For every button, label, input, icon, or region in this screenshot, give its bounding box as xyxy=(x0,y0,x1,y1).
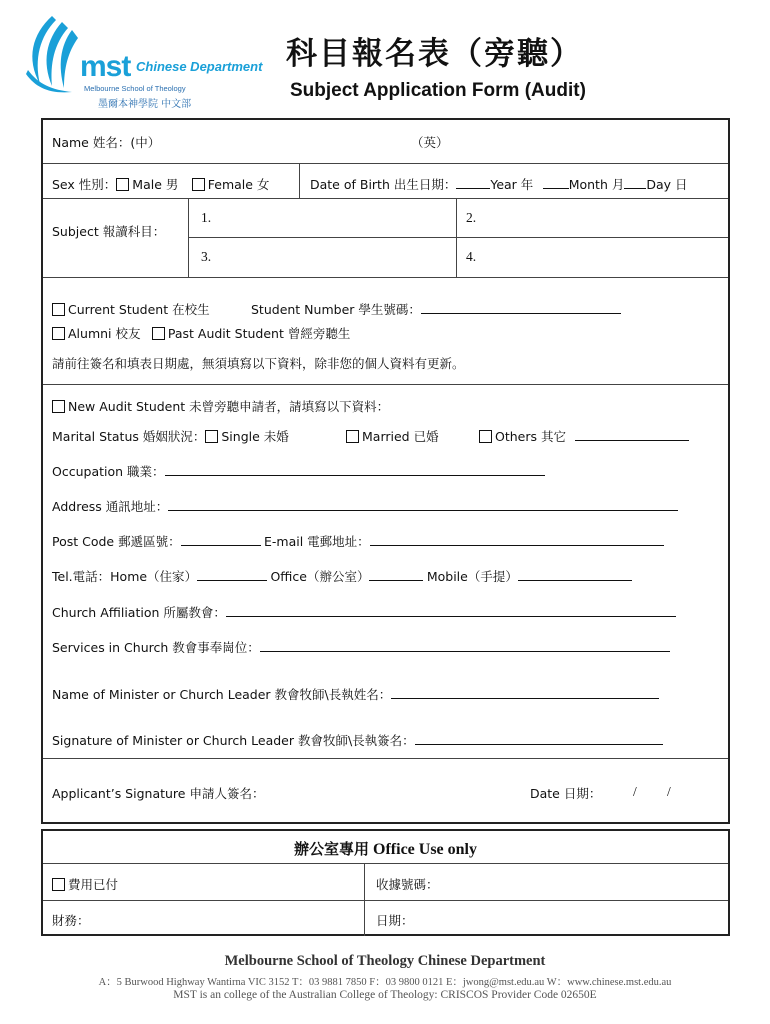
postcode-field[interactable] xyxy=(181,533,261,546)
receipt-label: 收據號碼： xyxy=(376,877,439,892)
logo-mst-text: mst xyxy=(80,50,131,83)
student-number-row xyxy=(251,300,621,318)
minister-sig-field[interactable] xyxy=(415,732,663,745)
past-audit-checkbox[interactable] xyxy=(152,327,165,340)
email-field[interactable] xyxy=(370,533,664,546)
new-audit-checkbox[interactable] xyxy=(52,400,65,413)
occupation-label: Occupation 職業： xyxy=(52,464,165,479)
male-checkbox[interactable] xyxy=(116,178,129,191)
tel-office-field[interactable] xyxy=(369,568,423,581)
divider xyxy=(188,237,728,238)
fee-paid-label: 費用已付 xyxy=(68,877,119,892)
current-student-row xyxy=(52,300,210,318)
postcode-label: Post Code 郵遞區號： xyxy=(52,534,181,549)
application-form xyxy=(41,118,730,824)
office-use-title xyxy=(43,838,728,859)
office-use-title-cn: 辦公室專用 xyxy=(294,840,370,858)
minister-name-field[interactable] xyxy=(391,686,659,699)
office-use-title-en: Office Use only xyxy=(373,841,477,858)
single-label: Single 未婚 xyxy=(221,429,289,444)
services-field[interactable] xyxy=(260,639,670,652)
subject-label: Subject 報讀科目： xyxy=(52,224,166,239)
logo-cn-text: 墨爾本神學院 中文部 xyxy=(98,99,192,110)
married-label: Married 已婚 xyxy=(362,429,439,444)
services-row xyxy=(52,638,670,656)
new-audit-label: New Audit Student 未曾旁聽申請者，請填寫以下資料： xyxy=(68,399,390,414)
postcode-row xyxy=(52,532,664,550)
others-row xyxy=(479,427,689,445)
occupation-field[interactable] xyxy=(165,463,545,476)
others-checkbox[interactable] xyxy=(479,430,492,443)
minister-sig-label: Signature of Minister or Church Leader 教會牧師\長執簽名： xyxy=(52,733,415,748)
marital-row xyxy=(52,427,289,445)
address-field[interactable] xyxy=(168,498,678,511)
applicant-signature-label: Applicant’s Signature 申請人簽名： xyxy=(52,786,265,801)
divider xyxy=(364,863,365,936)
divider xyxy=(43,758,728,759)
address-label: Address 通訊地址： xyxy=(52,499,169,514)
footer-college: MST is an college of the Australian College of Theology: CRISCOS Provider Code 02650E xyxy=(173,989,597,1001)
month-label: Month 月 xyxy=(568,177,625,192)
tel-home-label: Tel.電話：Home（住家） xyxy=(52,569,198,584)
marital-label: Marital Status 婚姻狀況： xyxy=(52,429,206,444)
minister-sig-row xyxy=(52,731,663,749)
footer-org: Melbourne School of Theology Chinese Department xyxy=(224,953,546,969)
divider xyxy=(43,900,728,901)
dob-label: Date of Birth 出生日期： xyxy=(310,177,457,192)
student-number-label: Student Number 學生號碼： xyxy=(251,302,421,317)
married-checkbox[interactable] xyxy=(346,430,359,443)
student-number-field[interactable] xyxy=(421,301,621,314)
subject-4-field[interactable]: 4. xyxy=(466,249,477,264)
church-field[interactable] xyxy=(226,604,676,617)
fee-paid-row xyxy=(52,875,118,893)
services-label: Services in Church 教會事奉崗位： xyxy=(52,640,260,655)
title-chinese: 科目報名表（旁聽） xyxy=(286,36,583,72)
current-student-label: Current Student 在校生 xyxy=(68,302,210,317)
divider xyxy=(299,163,300,198)
others-field[interactable] xyxy=(575,428,689,441)
single-checkbox[interactable] xyxy=(205,430,218,443)
tel-row xyxy=(52,567,632,585)
office-use-box xyxy=(41,829,730,936)
date-separator: / xyxy=(633,784,637,799)
occupation-row xyxy=(52,462,545,480)
alumni-row xyxy=(52,324,350,342)
divider xyxy=(43,163,728,164)
divider xyxy=(43,198,728,199)
address-row xyxy=(52,497,678,515)
fee-paid-checkbox[interactable] xyxy=(52,878,65,891)
tel-mobile-field[interactable] xyxy=(518,568,632,581)
female-checkbox[interactable] xyxy=(192,178,205,191)
year-label: Year 年 xyxy=(490,177,534,192)
dob-row xyxy=(310,175,688,193)
email-label: E-mail 電郵地址： xyxy=(263,534,370,549)
office-date-label: 日期： xyxy=(376,913,414,928)
sex-label: Sex 性別： xyxy=(52,177,117,192)
month-field[interactable] xyxy=(543,176,569,189)
subject-1-field[interactable]: 1. xyxy=(201,210,212,225)
tel-office-label: Office（辦公室） xyxy=(270,569,370,584)
church-row xyxy=(52,603,676,621)
divider xyxy=(456,198,457,277)
year-field[interactable] xyxy=(456,176,490,189)
alumni-label: Alumni 校友 xyxy=(68,326,141,341)
female-label: Female 女 xyxy=(207,177,270,192)
instruction-note: 請前往簽名和填表日期處，無須填寫以下資料，除非您的個人資料有更新。 xyxy=(52,356,465,371)
past-audit-label: Past Audit Student 曾經旁聽生 xyxy=(167,326,351,341)
tel-mobile-label: Mobile（手提） xyxy=(426,569,518,584)
subject-3-field[interactable]: 3. xyxy=(201,249,212,264)
name-label: Name 姓名：(中） xyxy=(52,135,161,150)
divider xyxy=(43,277,728,278)
divider xyxy=(188,198,189,277)
date-separator: / xyxy=(667,784,671,799)
sex-row xyxy=(52,175,269,193)
logo-dept-text: Chinese Department xyxy=(136,59,263,74)
church-label: Church Affiliation 所屬教會： xyxy=(52,605,226,620)
alumni-checkbox[interactable] xyxy=(52,327,65,340)
others-label: Others 其它 xyxy=(495,429,566,444)
finance-label: 財務： xyxy=(52,913,90,928)
new-audit-row xyxy=(52,397,389,415)
title-english: Subject Application Form (Audit) xyxy=(290,80,586,101)
day-field[interactable] xyxy=(624,176,646,189)
male-label: Male 男 xyxy=(132,177,179,192)
name-english-label: （英） xyxy=(411,135,449,150)
logo-school-text: Melbourne School of Theology xyxy=(84,84,186,93)
divider xyxy=(43,863,728,864)
divider xyxy=(43,384,728,385)
minister-name-label: Name of Minister or Church Leader 教會牧師\長執姓名： xyxy=(52,687,392,702)
current-student-checkbox[interactable] xyxy=(52,303,65,316)
subject-2-field[interactable]: 2. xyxy=(466,210,477,225)
footer-contact: A：5 Burwood Highway Wantirna VIC 3152 T：03 9881 7850 F：03 9800 0121 E：jwong@mst.edu.au W：www.chinese.mst.edu.au xyxy=(98,977,672,988)
day-label: Day 日 xyxy=(646,177,688,192)
tel-home-field[interactable] xyxy=(197,568,267,581)
date-label: Date 日期： xyxy=(530,786,602,801)
mst-logo xyxy=(22,14,263,110)
minister-name-row xyxy=(52,685,659,703)
married-row xyxy=(346,427,439,445)
